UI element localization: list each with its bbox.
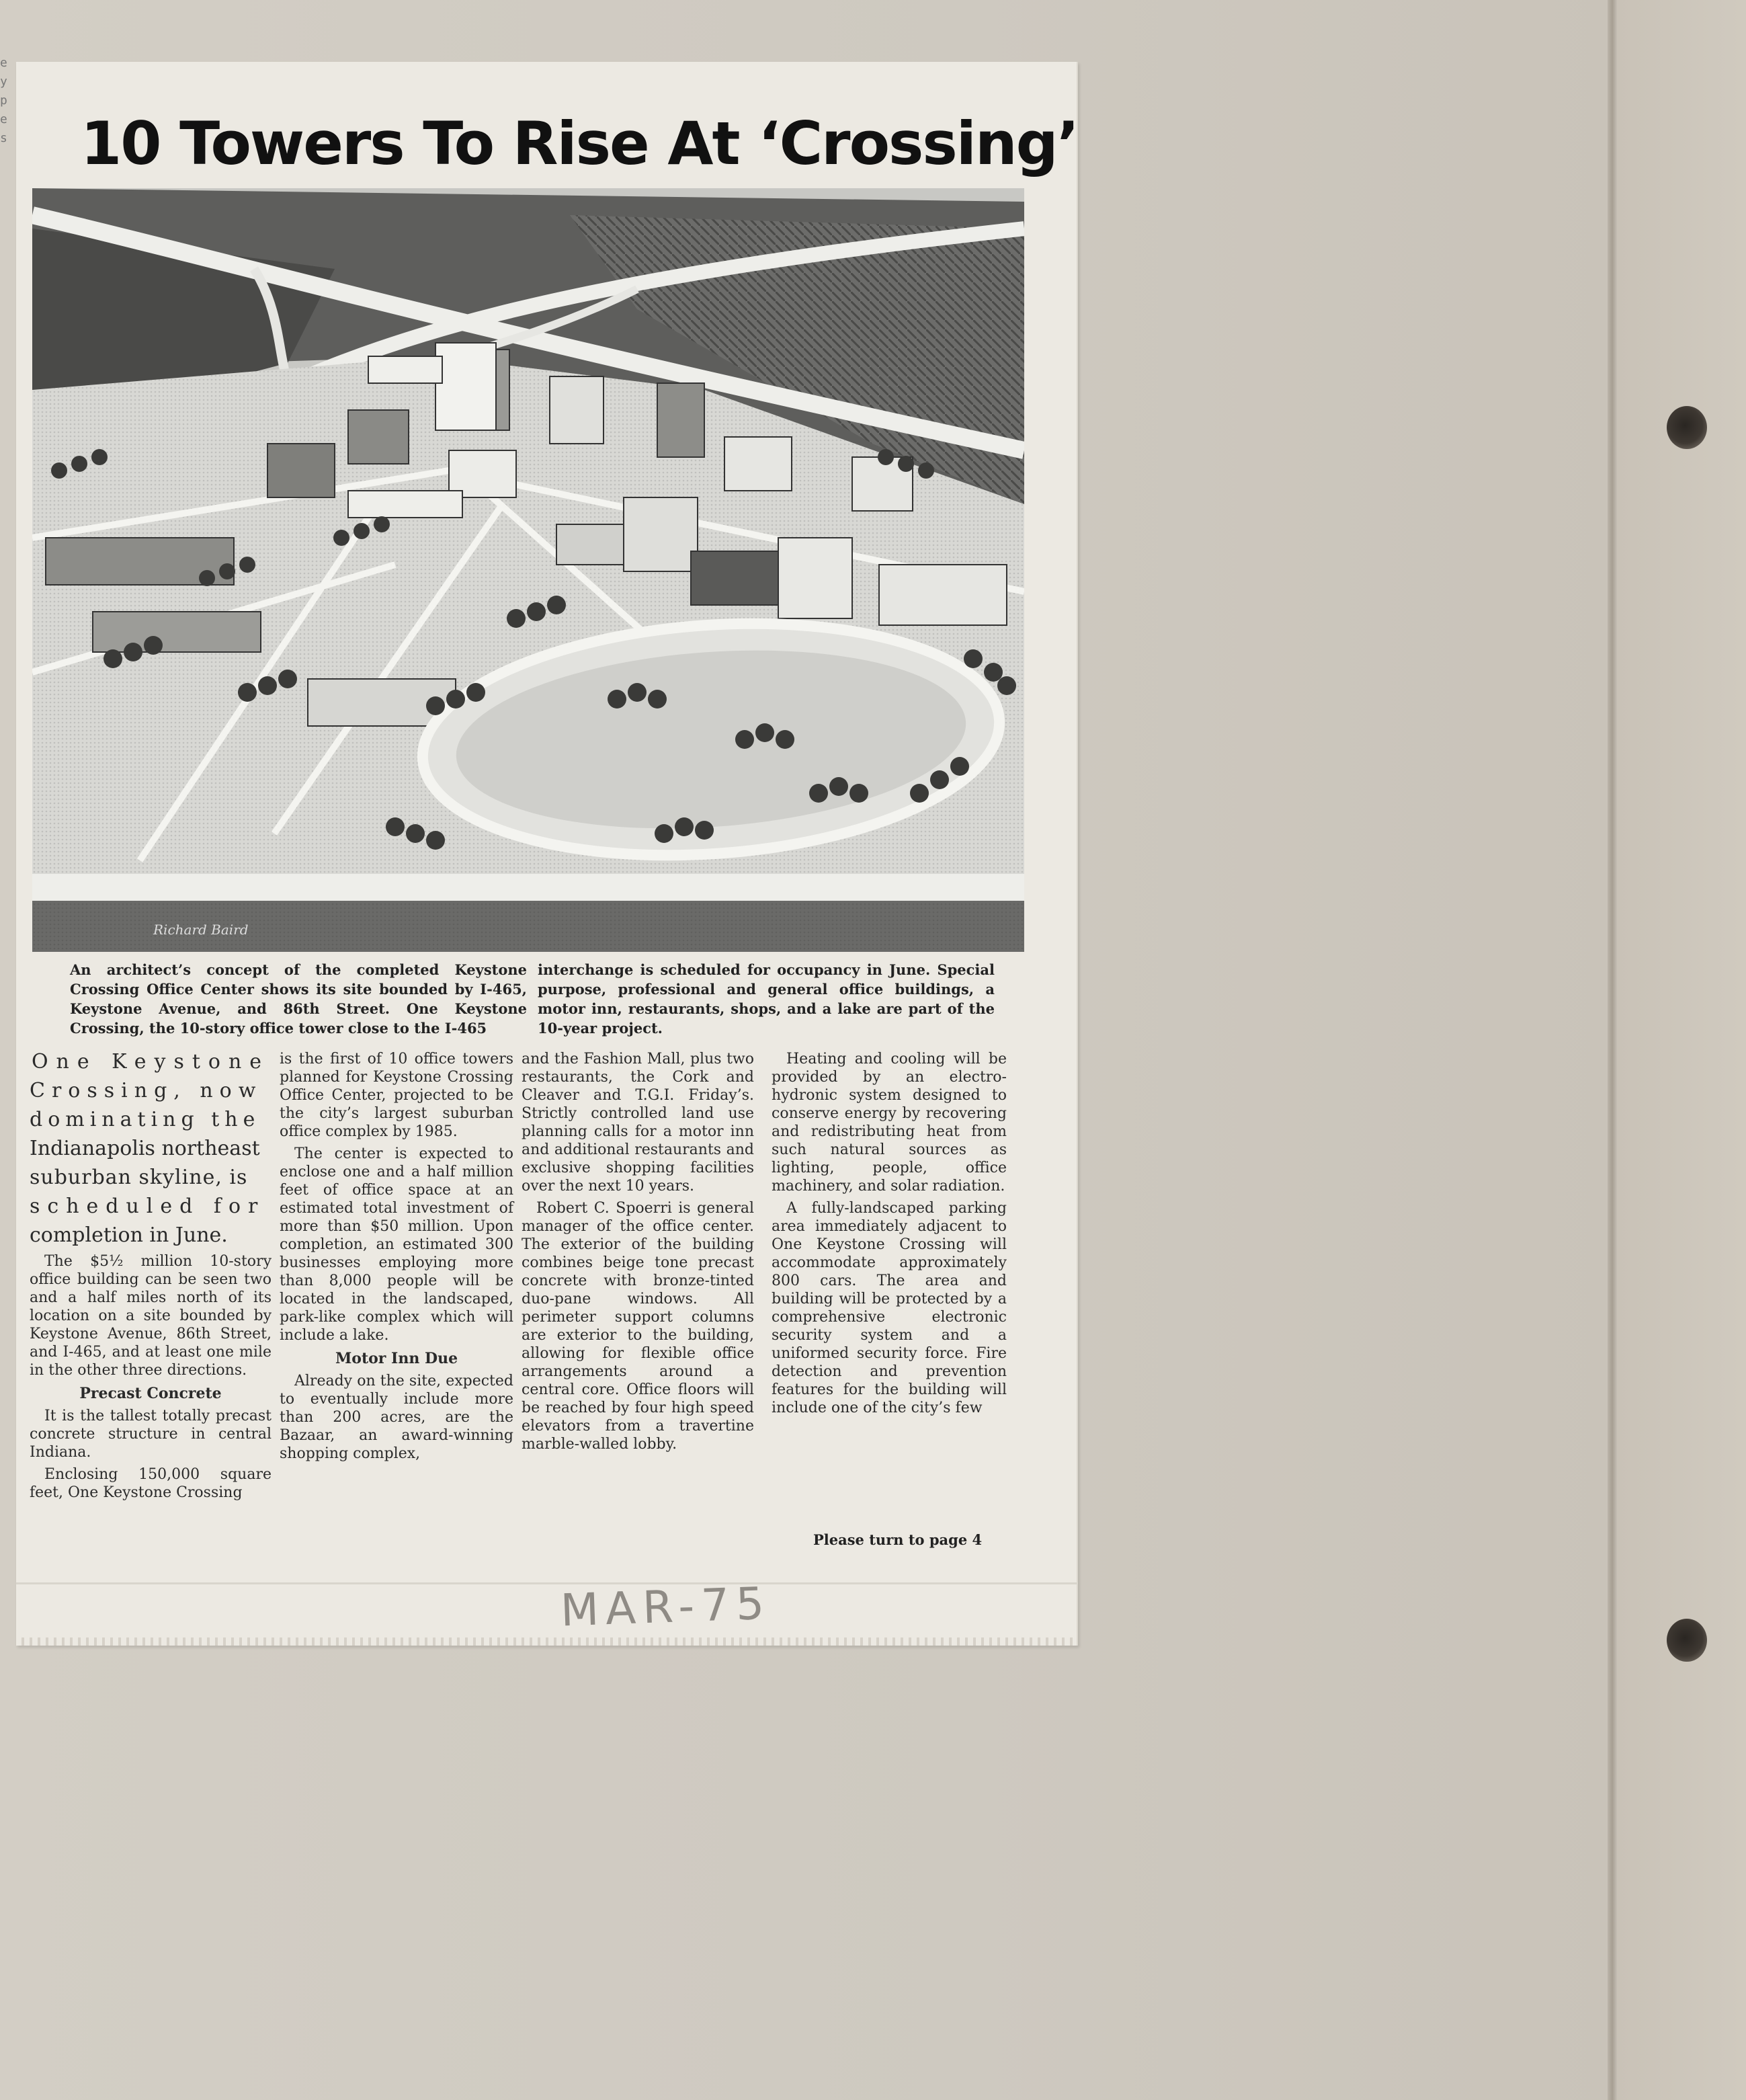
subhead-precast-concrete: Precast Concrete [79,1385,222,1402]
photo-caption-left: An architect’s concept of the completed Keystone Crossing Office Center shows its site bounded by I-465, Keystone Avenue, and 86th Street. One Keystone Crossing, the 10-story office tower close to the I-465 [70,961,527,1037]
col1-paragraph-3: Enclosing 150,000 square feet, One Keystone Crossing [30,1466,272,1501]
col2-paragraph-2: The center is expected to enclose one and a half million feet of office space at an estimated total investment of more than $50 million. Upon completion, an estimated 300 businesses employing more than 8,000 people will be located in the landscaped, park-like complex which will include a lake. [280,1145,513,1344]
col4-paragraph-1: Heating and cooling will be provided by an electro-hydronic system designed to conserve energy by recovering and redistributing heat from such natural sources as lighting, people, office machinery, and solar radiation. [772,1051,1007,1195]
article-column-2 [280,1050,513,1467]
col2-paragraph-3: Already on the site, expected to eventually include more than 200 acres, are the Bazaar, an award-winning shopping complex, [280,1373,513,1462]
headline: 10 Towers To Rise At ‘Crossing’ [81,109,1079,178]
lead-line-1: One Keystone [31,1050,270,1074]
article-column-4 [772,1050,1007,1421]
col1-paragraph-1: The $5½ million 10-story office building can be seen two and a half miles north of its location on a site bounded by Keystone Avenue, 86th Street, and I-465, and at least one mile in the other three directions. [30,1253,272,1379]
col3-paragraph-2: Robert C. Spoerri is general manager of the office center. The exterior of the building combines beige tone precast concrete with bronze-tinted duo-pane windows. All perimeter support columns are exterior to the building, allowing for flexible office arrangements around a central core. Office floors will be reached by four high speed elevators from a travertine marble-walled lobby. [522,1200,754,1453]
col3-paragraph-1: and the Fashion Mall, plus two restaurants, the Cork and Cleaver and T.G.I. Friday’s. Strictly controlled land use planning calls for a motor inn and additional restaurants and exclusive shopping facilities over the next 10 years. [522,1051,754,1195]
page-edge [1608,0,1617,2100]
col4-paragraph-2: A fully-landscaped parking area immediately adjacent to One Keystone Crossing will accommodate approximately 800 cars. The area and building will be protected by a comprehensive electronic security system and a uniformed security force. Fire detection and prevention features for the building will include one of the city’s few [772,1200,1007,1416]
binder-hole-bottom [1667,1619,1707,1662]
lead-line-7: completion in June. [30,1223,228,1247]
aerial-rendering [32,188,1024,952]
lead-line-6: scheduled for [30,1195,265,1218]
article-column-3 [522,1050,754,1457]
article-column-1 [30,1050,272,1506]
lead-line-3: dominating the [30,1108,261,1131]
back-sheet [1617,0,1746,2100]
lead-line-2: Crossing, now [30,1079,263,1102]
newspaper-clipping [16,62,1078,1646]
torn-edge [16,1638,1077,1646]
continued-notice: Please turn to page 4 [813,1531,983,1548]
artist-signature: Richard Baird [153,922,249,938]
subhead-motor-inn-due: Motor Inn Due [335,1350,458,1367]
margin-fragment: e y p e s [0,56,7,145]
clipping-fold-line [16,1582,1077,1584]
lead-line-4: Indianapolis northeast [30,1137,260,1160]
lead-line-5: suburban skyline, is [30,1166,248,1189]
photo-caption-right: interchange is scheduled for occupancy in June. Special purpose, professional and general office buildings, a motor inn, restaurants, shops, and a lake are part of the 10-year project. [538,961,995,1037]
handwritten-date-note: MAR-75 [559,1577,772,1637]
col2-paragraph-1: is the first of 10 office towers planned for Keystone Crossing Office Center, projected to be the city’s largest suburban office complex by 1985. [280,1051,513,1140]
col1-paragraph-2: It is the tallest totally precast concrete structure in central Indiana. [30,1408,272,1461]
binder-hole-top [1667,406,1707,449]
architect-rendering-photo [32,188,1024,952]
